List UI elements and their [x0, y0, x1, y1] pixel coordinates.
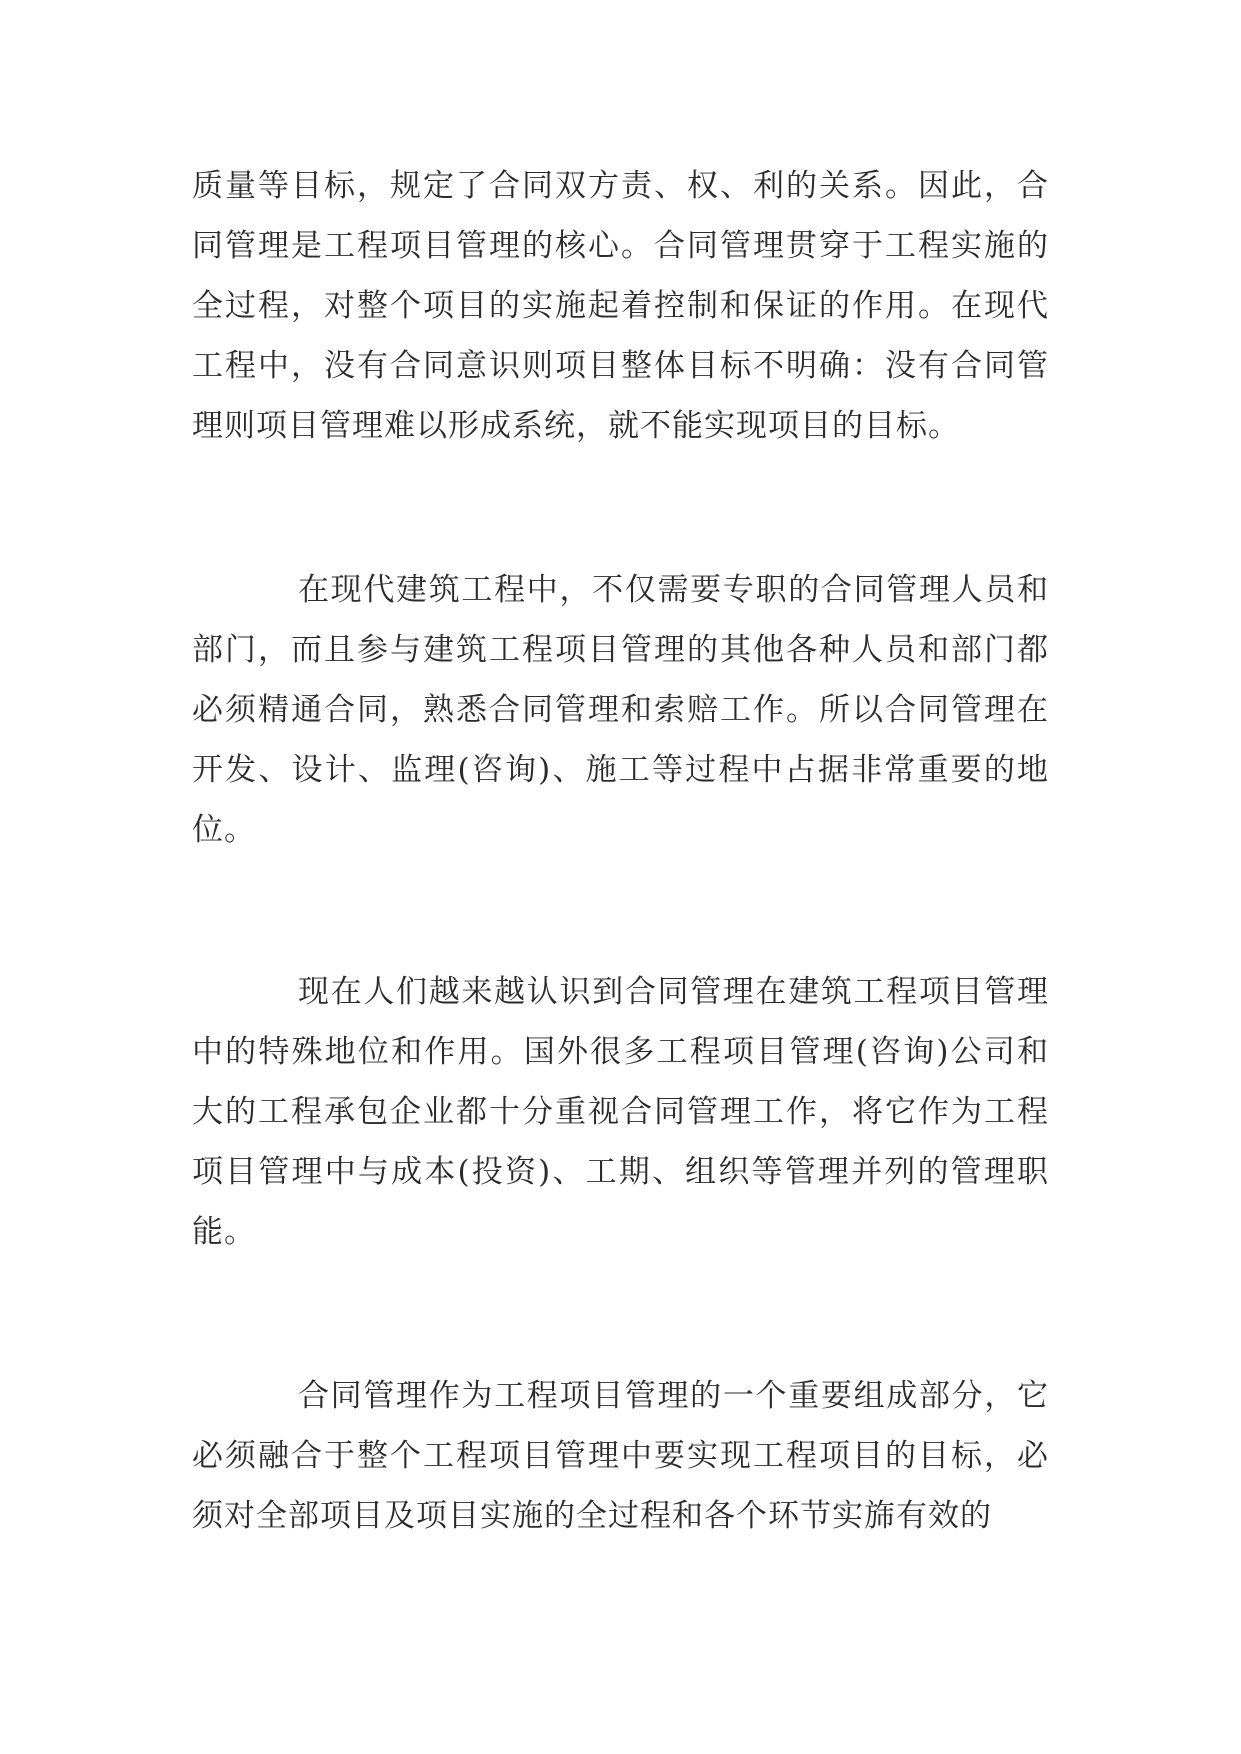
paragraph-3: 现在人们越来越认识到合同管理在建筑工程项目管理中的特殊地位和作用。国外很多工程项目管理(咨询)公司和大的工程承包企业都十分重视合同管理工作，将它作为工程项目管理中与成本(投资)、工期、组织等管理并列的管理职能。: [192, 974, 1049, 1250]
paragraph-1: 质量等目标，规定了合同双方责、权、利的关系。因此，合同管理是工程项目管理的核心。合同管理贯穿于工程实施的全过程，对整个项目的实施起着控制和保证的作用。在现代工程中，没有合同意识则项目整体目标不明确：没有合同管理则项目管理难以形成系统，就不能实现项目的目标。: [192, 168, 1049, 444]
paragraph-2: 在现代建筑工程中，不仅需要专职的合同管理人员和部门，而且参与建筑工程项目管理的其他各种人员和部门都必须精通合同，熟悉合同管理和索赔工作。所以合同管理在开发、设计、监理(咨询)、施工等过程中占据非常重要的地位。: [192, 572, 1049, 848]
paragraph-4: 合同管理作为工程项目管理的一个重要组成部分，它必须融合于整个工程项目管理中要实现工程项目的目标，必须对全部项目及项目实施的全过程和各个环节实旆有效的: [192, 1378, 1049, 1534]
